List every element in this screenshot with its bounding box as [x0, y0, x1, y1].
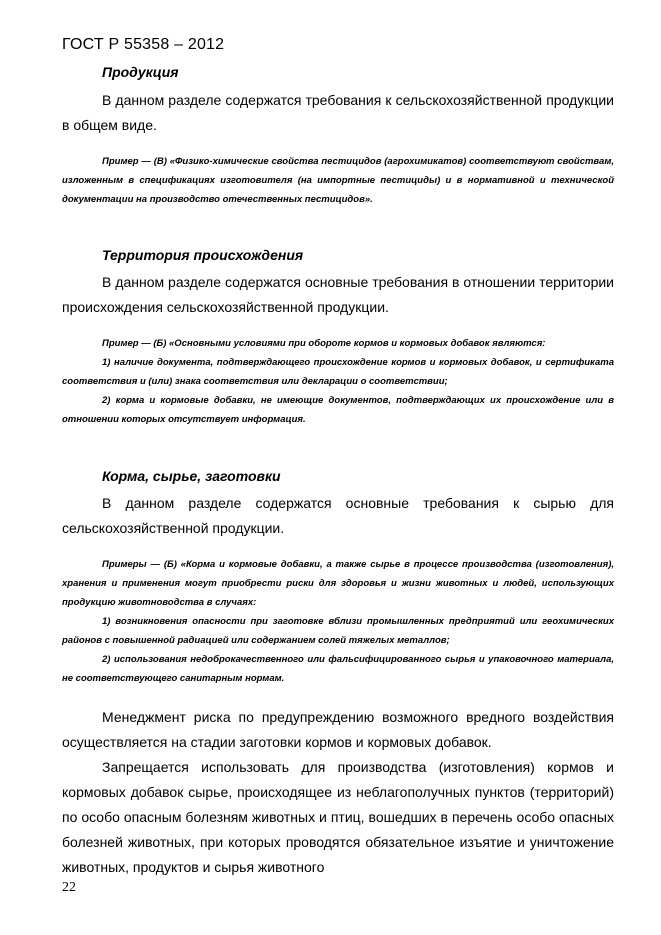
example-products [62, 152, 614, 209]
closing-paragraph-prohibition: Запрещается использовать для производства (изготовления) кормов и кормовых добавок сырье, происходящее из неблагополучных пунктов (территорий) по особо опасным болезням животных и птиц, вошедших в перечень особо опасных болезней животных, при которых проводятся обязательное изъятие и уничтожение животных, продуктов и сырья животного [62, 759, 614, 875]
section-text-products: В данном разделе содержатся требования к сельскохозяйственной продукции в общем виде. [62, 92, 614, 133]
closing-paragraph-risk: Менеджмент риска по предупреждению возможного вредного воздействия осуществляется на стадии заготовки кормов и кормовых добавок. [62, 709, 614, 750]
example-paragraph: 2) корма и кормовые добавки, не имеющие документов, подтверждающих их происхождение или в отношении которых отсутствует информация. [62, 395, 614, 425]
example-paragraph: Примеры — (Б) «Корма и кормовые добавки, а также сырье в процессе производства (изготовления), хранения и применения могут приобрести риски для здоровья и жизни животных и людей, использующих продукцию животноводства в случаях: [62, 559, 614, 608]
example-origin [62, 334, 614, 429]
example-paragraph: Пример — (В) «Физико-химические свойства пестицидов (агрохимикатов) соответствуют свойствам, изложенным в спецификациях изготовителя (на импортные пестициды) и в нормативной и технической документации на производство отечественных пестицидов». [62, 156, 614, 205]
section-heading-feed: Корма, сырье, заготовки [102, 468, 281, 484]
example-paragraph: 2) использования недоброкачественного или фальсифицированного сырья и упаковочного материала, не соответствующего санитарным нормам. [62, 654, 614, 684]
example-paragraph: 1) наличие документа, подтверждающего происхождение кормов и кормовых добавок, и сертификата соответствия и (или) знака соответствия или декларации о соответствии; [62, 357, 614, 387]
example-paragraph: Пример — (Б) «Основными условиями при обороте кормов и кормовых добавок являются: [102, 338, 546, 349]
example-paragraph: 1) возникновения опасности при заготовке вблизи промышленных предприятий или геохимических районов с повышенной радиацией или содержанием солей тяжелых металлов; [62, 616, 614, 646]
section-heading-origin: Территория происхождения [102, 247, 304, 263]
section-text-feed: В данном разделе содержатся основные требования к сырью для сельскохозяйственной продукции. [62, 495, 614, 536]
section-text-origin: В данном разделе содержатся основные требования в отношении территории происхождения сельскохозяйственной продукции. [62, 274, 614, 315]
page-number: 22 [62, 880, 76, 895]
section-heading-products: Продукция [102, 64, 179, 80]
example-feed [62, 555, 614, 688]
page-header: ГОСТ Р 55358 – 2012 [62, 36, 225, 53]
